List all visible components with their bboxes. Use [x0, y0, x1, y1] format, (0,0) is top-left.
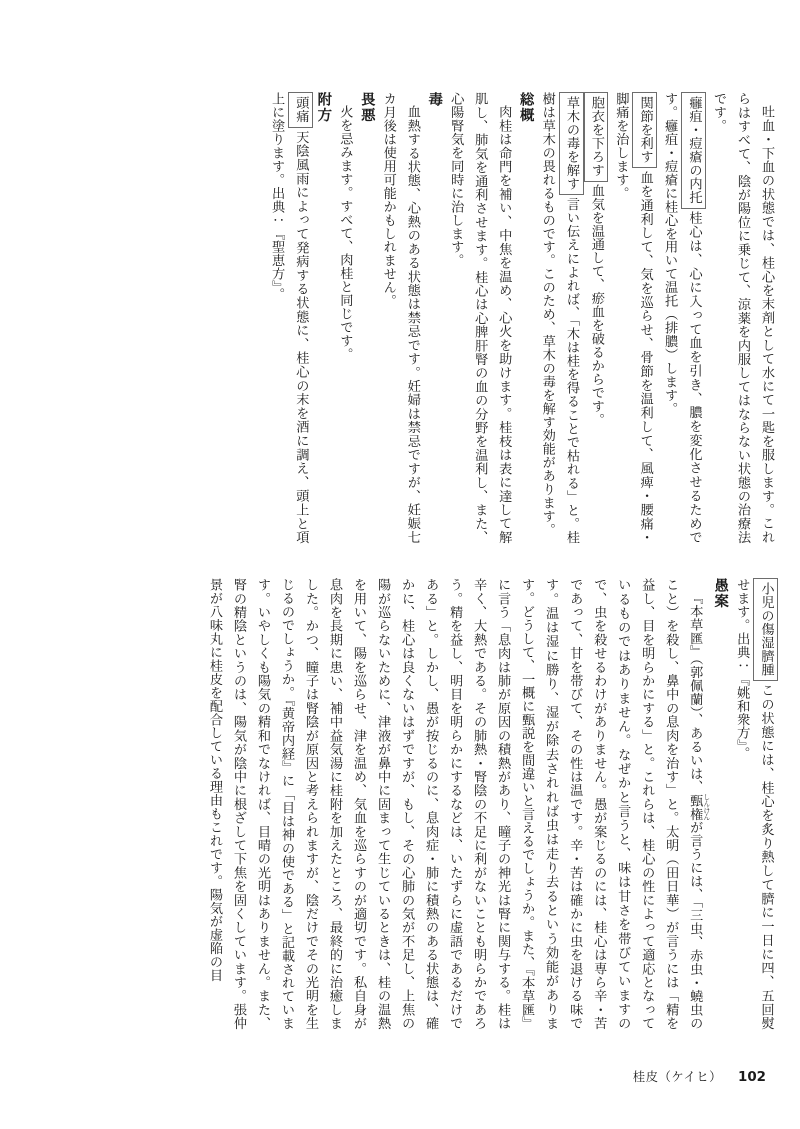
term-box-placenta-expulsion: 胞衣を下ろす: [584, 92, 609, 182]
paragraph-plant-poison-antidote: [535, 92, 584, 544]
term-box-infant-damp-navel-swelling: 小児の傷湿臍腫: [753, 578, 778, 681]
paragraph-text: 血を通利して、気を巡らせ、骨節を温利して、風痺・腰痛・脚痛を治します。: [613, 92, 653, 544]
paragraph-infant-damp-navel-swelling: [729, 578, 778, 1030]
page-number: 102: [738, 1070, 766, 1085]
paragraph-joint-benefit: [608, 92, 657, 544]
opinion-text-after-ruby: が言うには、「三虫、赤虫・蟯虫のこと）を殺し、鼻中の息肉を治す」と。太明（田日華）が言うには「精を益し、目を明らかにする」と。これらは、桂心の性によって適応となっているものではありません。なぜかと言うと、味は甘さを帯びていますので、虫を殺せるわけがありません。愚が案じるのには、桂心は専ら辛・苦であって、甘を帯びて、その性は温です。辛・苦は確かに虫を退ける味です。温は湿に勝り、湿が除去されれば虫は走り去るという効能があります。どうして、一概に甄説を間違いと言えるでしょうか。また、『本草匯』に言う「息肉は肺が原因の積熱があり、瞳子の神光は腎に関与する。桂は辛く、大熱である。その肺熱・腎陰の不足に利がないことも明らかであろう。精を益し、明目を明らかにするなどは、いたずらに虚語であるだけである」と。しかし、愚が按じるのに、息肉症・肺に積熱のある状態は、確かに、桂心は良くないはずですが、もし、その心肺の気が不足し、上焦の陽が巡らないために、津液が鼻中に固まって生じているときは、桂の温熱を用いて、陽を巡らせ、津を温め、気血を巡らすのが適切です。私自身が息肉を長期に患い、補中益気湯に桂附を加えたところ、最終的に治癒しました。かつ、瞳子は腎陰が原因と考えられますが、陰だけでその光明を生じるのでしょうか。『黄帝内経』に「目は神の使である」と記載されています。いやしくも陽気の精和でなければ、目晴の光明はありません。また、腎の精陰というのは、陽気が陰中に根ざして下焦を固くしています。張仲景が八味丸に桂皮を配合している理由もこれです。陽気が虚陥の目: [206, 578, 703, 1030]
section-heading-toxicity: 毒: [426, 92, 443, 108]
section-heading-appended-formulas: 附方: [315, 92, 332, 123]
paragraph-toxicity: 血熱する状態、心熱のある状態は禁忌です。妊婦は禁忌ですが、妊娠七カ月後は使用可能かもしれません。: [380, 92, 420, 544]
paragraph-overview: 肉桂は命門を補い、中焦を温め、心火を助けます。桂枝は表に達して解肌し、肺気を通利させます。桂心は心脾肝腎の血の分野を温利し、また、心陽腎気を同時に治します。: [448, 92, 512, 544]
paragraph-authors-opinion: [202, 578, 710, 1030]
upper-text-column-block: [52, 92, 778, 544]
ruby-base: 甄権: [687, 793, 703, 821]
paragraph-text: 天陰風雨によって発病する状態に、桂心の末を酒に調え、頭上と項上に塗ります。出典：『聖恵方』。: [269, 92, 309, 544]
section-heading-overview: 総概: [517, 92, 534, 123]
opinion-text-before-ruby: 『本草匯』（郭佩蘭）、あるいは、: [687, 591, 703, 794]
ruby-reading: しんけん: [701, 793, 710, 821]
paragraph-hematemesis: 吐血・下血の状態では、桂心を末剤として水にて一匙を服します。これらはすべて、陰が陽位に乗じて、涼薬を内服してはならない状態の治療法です。: [710, 92, 774, 544]
running-head: 桂皮（ケイヒ）: [632, 1069, 723, 1084]
paragraph-abscess-internal-support: [657, 92, 706, 544]
paragraph-placenta-expulsion: [584, 92, 609, 544]
term-box-headache: 頭痛: [288, 92, 313, 128]
section-heading-incompatibility: 畏悪: [358, 92, 375, 123]
page-footer: [0, 1067, 800, 1085]
paragraph-text: 桂心は、心に入って血を引き、膿を変化させるためです。癰疽・痘瘡に桂心を用いて温托（排膿）します。: [662, 92, 702, 544]
paragraph-text: 言い伝えによれば、「木は桂を得ることで枯れる」と。桂樹は草木の畏れるものです。このため、草木の毒を解す効能があります。: [539, 92, 580, 544]
paragraph-headache: [264, 92, 313, 544]
term-box-joint-benefit: 関節を利す: [632, 92, 657, 168]
section-heading-authors-opinion: 愚案: [712, 578, 729, 609]
paragraph-incompatibility: 火を忌みます。すべて、肉桂と同じです。: [337, 105, 353, 362]
lower-text-column-block: [52, 578, 778, 1030]
paragraph-text: この状態には、桂心を炙り熱して臍に一日に四、五回熨せます。出典：『姚和衆方』。: [734, 578, 774, 1030]
paragraph-text: 血気を温通して、瘀血を破るからです。: [588, 183, 604, 427]
term-box-plant-poison-antidote: 草木の毒を解す: [559, 92, 584, 195]
ruby-shinken: [687, 793, 710, 821]
term-box-abscess-internal-support: 癰疽・痘瘡の内托: [681, 92, 706, 209]
